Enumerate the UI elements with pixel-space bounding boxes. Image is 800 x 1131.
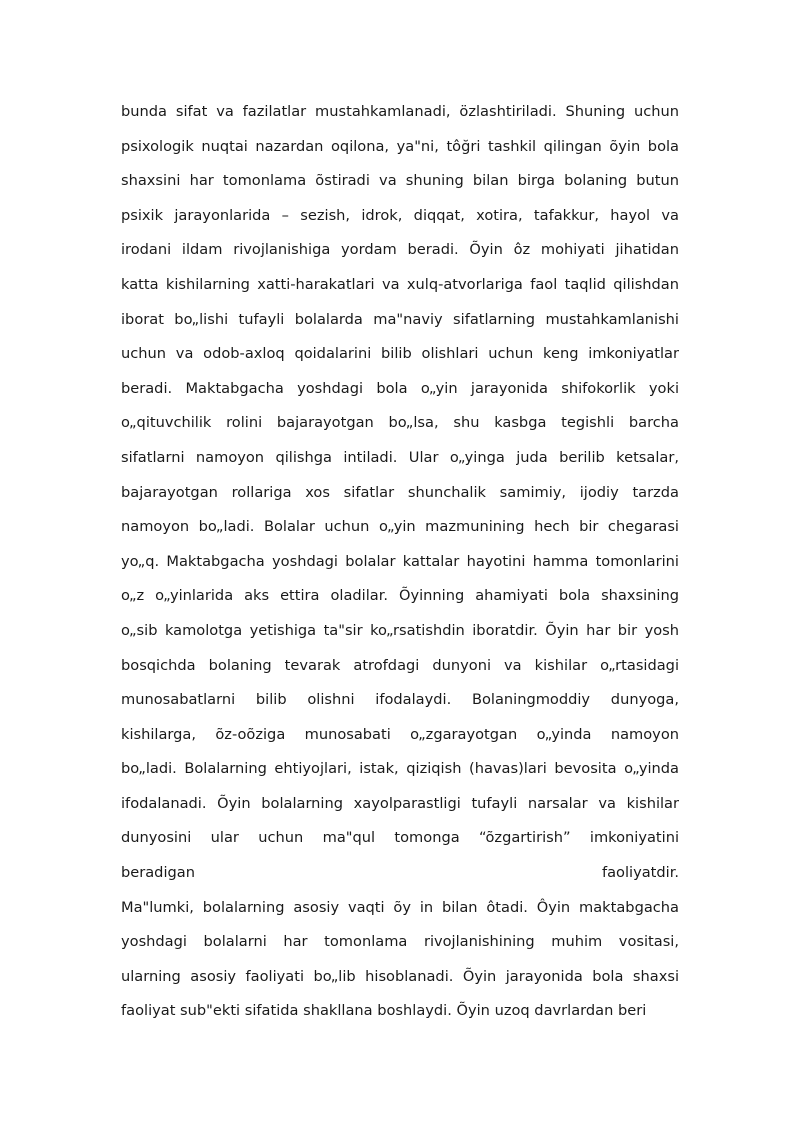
text-line: yoshdagi bolalarni har tomonlama rivojlanishining muhim vositasi, xyxy=(121,933,679,951)
text-line: namoyon bo„ladi. Bolalar uchun o„yin mazmunining hech bir chegarasi xyxy=(121,518,679,536)
text-line: bunda sifat va fazilatlar mustahkamlanadi, özlashtiriladi. Shuning uchun xyxy=(121,103,679,120)
text-line: beradigan faoliyatdir. xyxy=(121,864,679,882)
text-line: psixik jarayonlarida – sezish, idrok, diqqat, xotira, tafakkur, hayol va xyxy=(121,206,679,224)
text-line: shaxsini har tomonlama õstiradi va shuning bilan birga bolaning butun xyxy=(121,172,679,190)
text-line: uchun va odob-axloq qoidalarini bilib olishlari uchun keng imkoniyatlar xyxy=(121,345,679,363)
text-line: ularning asosiy faoliyati bo„lib hisoblanadi. Õyin jarayonida bola shaxsi xyxy=(121,967,679,985)
text-line: o„qituvchilik rolini bajarayotgan bo„lsa, shu kasbga tegishli barcha xyxy=(121,414,679,432)
text-line: kishilarga, õz-oõziga munosabati o„zgarayotgan o„yinda namoyon xyxy=(121,725,679,743)
text-line: yo„q. Maktabgacha yoshdagi bolalar kattalar hayotini hamma tomonlarini xyxy=(121,552,679,570)
text-line: munosabatlarni bilib olishni ifodalaydi. Bolaningmoddiy dunyoga, xyxy=(121,691,679,709)
text-line: dunyosini ular uchun ma"qul tomonga “õzgartirish” imkoniyatini xyxy=(121,829,679,847)
text-line: psixologik nuqtai nazardan oqilona, ya"ni, tôğri tashkil qilingan õyin bola xyxy=(121,137,679,155)
text-line: beradi. Maktabgacha yoshdagi bola o„yin jarayonida shifokorlik yoki xyxy=(121,379,679,397)
body-text xyxy=(121,95,679,1029)
text-line: ifodalanadi. Õyin bolalarning xayolparastligi tufayli narsalar va kishilar xyxy=(121,794,679,812)
text-line: irodani ildam rivojlanishiga yordam beradi. Õyin ôz mohiyati jihatidan xyxy=(121,241,679,259)
text-line: bo„ladi. Bolalarning ehtiyojlari, istak, qiziqish (havas)lari bevosita o„yinda xyxy=(121,760,679,778)
text-line: Ma"lumki, bolalarning asosiy vaqti õy in bilan ôtadi. Ôyin maktabgacha xyxy=(121,898,679,916)
text-line: katta kishilarning xatti-harakatlari va xulq-atvorlariga faol taqlid qilishdan xyxy=(121,275,679,293)
text-line: iborat bo„lishi tufayli bolalarda ma"naviy sifatlarning mustahkamlanishi xyxy=(121,310,679,328)
text-line: o„sib kamolotga yetishiga ta"sir ko„rsatishdin iboratdir. Õyin har bir yosh xyxy=(121,621,679,639)
text-line: o„z o„yinlarida aks ettira oladilar. Õyinning ahamiyati bola shaxsining xyxy=(121,587,679,605)
text-line: bosqichda bolaning tevarak atrofdagi dunyoni va kishilar o„rtasidagi xyxy=(121,656,679,674)
text-line: sifatlarni namoyon qilishga intiladi. Ular o„yinga juda berilib ketsalar, xyxy=(121,448,679,466)
text-line: bajarayotgan rollariga xos sifatlar shunchalik samimiy, ijodiy tarzda xyxy=(121,483,679,501)
text-line: faoliyat sub"ekti sifatida shakllana boshlaydi. Õyin uzoq davrlardan beri xyxy=(121,1002,647,1020)
